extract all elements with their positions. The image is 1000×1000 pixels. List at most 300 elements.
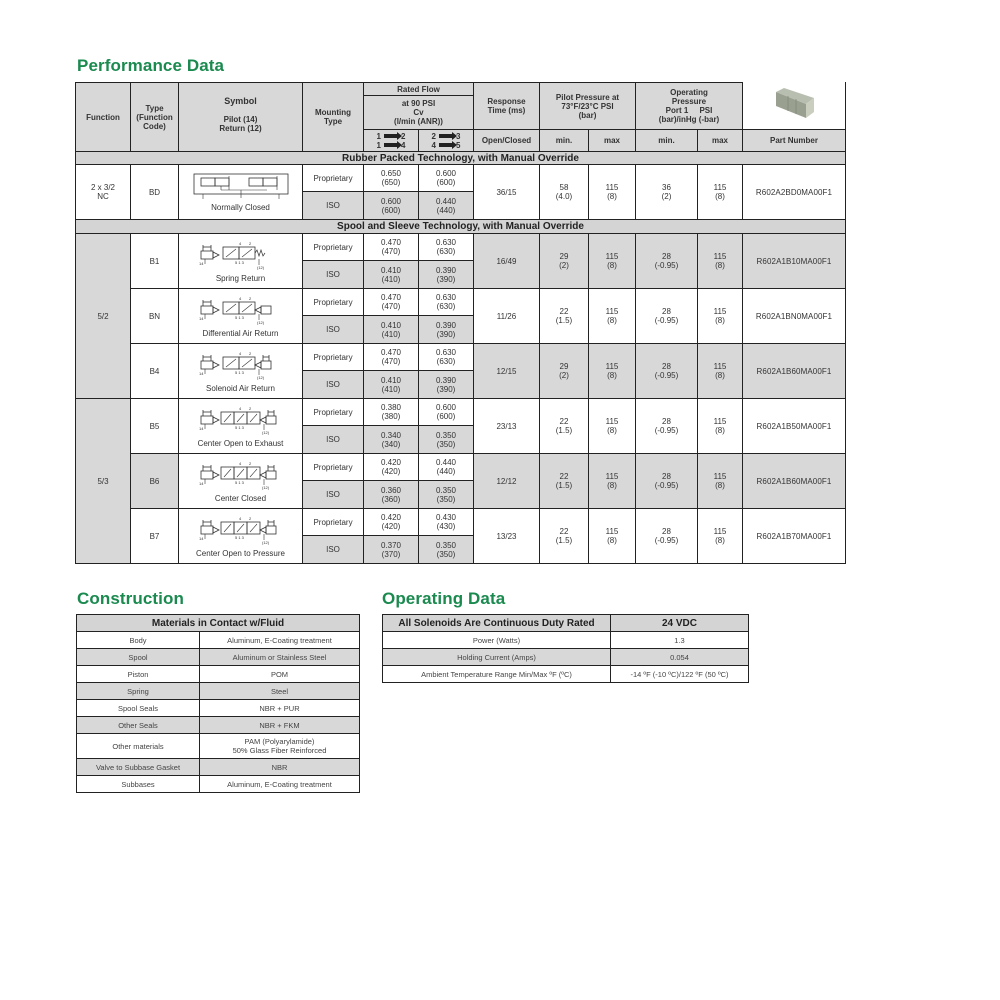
cv-value: 0.630 — [435, 238, 457, 247]
bar: (8) — [715, 426, 725, 435]
operating-title: Operating Pressure — [670, 88, 708, 106]
material-value: POM — [200, 666, 360, 683]
cv-value: 0.370 — [380, 540, 402, 550]
material-part: Body — [77, 632, 200, 649]
part-number-cell — [742, 288, 846, 344]
symbol-sub-pilot: Pilot (14) — [223, 115, 258, 124]
header-open-closed: Open/Closed — [473, 129, 540, 152]
mounting-label: ISO — [326, 490, 340, 499]
operating-label: Ambient Temperature Range Min/Max ºF (ºC) — [383, 666, 611, 683]
cv-value: 0.350 — [435, 485, 457, 495]
material-value: NBR + FKM — [200, 717, 360, 734]
psi: 28 — [662, 362, 671, 371]
svg-text:4: 4 — [238, 406, 241, 411]
lmin-value: (340) — [381, 439, 401, 449]
svg-text:14: 14 — [198, 481, 203, 486]
lmin-value: (630) — [436, 247, 456, 256]
flow-iso-a — [363, 191, 419, 220]
valve-symbol-center-open-pressure-icon — [195, 514, 287, 548]
lmin-value: (350) — [436, 549, 456, 559]
type-cell — [130, 343, 179, 399]
header-type — [130, 82, 179, 152]
lmin-value: (600) — [381, 205, 401, 215]
function-cell — [75, 164, 131, 220]
symbol-label: Solenoid Air Return — [206, 384, 275, 393]
svg-text:4: 4 — [238, 461, 241, 466]
op-max-cell — [697, 164, 743, 220]
op-max-cell — [697, 288, 743, 344]
symbol-cell — [178, 508, 303, 564]
svg-text:2: 2 — [248, 241, 251, 246]
bar: (-0.95) — [654, 481, 679, 490]
part-number-cell — [742, 398, 846, 454]
operating-data-title: Operating Data — [382, 589, 506, 608]
flow-iso-a — [363, 480, 419, 509]
response-cell — [473, 343, 540, 399]
symbol-cell — [178, 164, 303, 220]
bar: (8) — [715, 316, 725, 325]
lmin-value: (630) — [436, 357, 456, 366]
psi: 29 — [559, 252, 569, 261]
lmin-value: (360) — [381, 494, 401, 504]
material-part: Spool Seals — [77, 700, 200, 717]
op-min-cell — [635, 453, 698, 509]
psi: 115 — [605, 362, 619, 371]
mounting-label: Proprietary — [313, 352, 353, 362]
cv-value: 0.410 — [380, 265, 402, 275]
flow-iso-b — [418, 191, 474, 220]
svg-text:2: 2 — [248, 351, 251, 356]
lmin-value: (420) — [381, 467, 401, 476]
svg-text:5 1 3: 5 1 3 — [234, 425, 244, 430]
flow-iso-a — [363, 535, 419, 564]
cv-value: 0.440 — [435, 458, 457, 467]
cv-value: 0.350 — [435, 540, 457, 550]
flow-sub1: at 90 PSI — [401, 99, 436, 108]
symbol-cell — [178, 343, 303, 399]
mounting-label: Proprietary — [313, 297, 353, 307]
material-part: Subbases — [77, 776, 200, 793]
bar: (8) — [607, 371, 617, 380]
cv-value: 0.390 — [435, 375, 457, 385]
valve-symbol-differential-air-return-icon — [195, 294, 287, 328]
bar: (1.5) — [555, 426, 573, 435]
flow-iso-b — [418, 480, 474, 509]
cv-value: 0.350 — [435, 430, 457, 440]
psi: 115 — [605, 527, 619, 536]
mounting-label: ISO — [326, 545, 340, 554]
op-min-cell — [635, 288, 698, 344]
lmin-value: (600) — [436, 178, 456, 187]
symbol-label: Center Open to Pressure — [196, 549, 285, 558]
flow-4-5 — [432, 141, 461, 150]
psi: 22 — [559, 527, 569, 536]
header-function: Function — [75, 82, 131, 152]
response-cell — [473, 453, 540, 509]
psi: 115 — [713, 417, 727, 426]
mounting-label: ISO — [326, 435, 340, 444]
arrow-right-icon — [439, 143, 453, 147]
header-mounting — [302, 82, 364, 152]
symbol-label: Normally Closed — [211, 203, 270, 212]
material-line1: PAM (Polyarylamide) — [244, 737, 315, 746]
op-max-cell — [697, 398, 743, 454]
flow-prop-b — [418, 164, 474, 192]
construction-table — [76, 614, 360, 793]
operating-sub2: (bar)/inHg (-bar) — [658, 115, 720, 124]
cv-value: 0.340 — [380, 430, 402, 440]
part-number: R602A1BN0MA00F1 — [755, 311, 833, 321]
mounting-proprietary — [302, 508, 364, 536]
part-number-cell: R602A2BD0MA00F1 — [742, 164, 846, 220]
pilot-max-cell — [588, 453, 636, 509]
pilot-max-cell — [588, 343, 636, 399]
flow-sub2: Cv — [413, 108, 424, 117]
part-number-cell — [742, 233, 846, 289]
part-number: R602A1B60MA00F1 — [756, 476, 832, 486]
bar: (1.5) — [555, 316, 573, 325]
mounting-label: ISO — [326, 380, 340, 389]
valve-symbol-center-closed-icon — [195, 459, 287, 493]
part-number: R602A1B70MA00F1 — [756, 531, 832, 541]
header-operating-max: max — [697, 129, 743, 152]
cv-value: 0.630 — [435, 293, 457, 302]
flow-prop-a — [363, 164, 419, 192]
pilot-max-cell — [588, 508, 636, 564]
psi: 115 — [605, 183, 619, 192]
lmin-value: (350) — [436, 439, 456, 449]
symbol-cell — [178, 288, 303, 344]
part-number-cell — [742, 453, 846, 509]
lmin-value: (600) — [436, 412, 456, 421]
mounting-proprietary — [302, 233, 364, 261]
bar: (4.0) — [555, 192, 573, 201]
bar: (-0.95) — [654, 316, 679, 325]
psi: 115 — [713, 362, 727, 371]
svg-text:14: 14 — [198, 316, 203, 321]
psi: 115 — [713, 307, 727, 316]
psi: 115 — [605, 252, 619, 261]
lmin-value: (350) — [436, 494, 456, 504]
operating-value: 1.3 — [611, 632, 749, 649]
svg-text:2: 2 — [248, 516, 251, 521]
flow-2-3 — [432, 132, 461, 141]
bar: (8) — [715, 481, 725, 490]
type-cell — [130, 288, 179, 344]
lmin-value: (470) — [381, 247, 401, 256]
svg-text:2: 2 — [248, 406, 251, 411]
response-time: 11/26 — [496, 311, 517, 321]
header-mounting-label: Mounting Type — [315, 108, 351, 126]
type-code: B5 — [149, 421, 160, 431]
flow-sub3: (l/min (ANR)) — [394, 117, 443, 126]
mounting-label: Proprietary — [313, 407, 353, 417]
operating-header-value: 24 VDC — [611, 615, 749, 632]
lmin-value: (380) — [381, 412, 401, 421]
cv-value: 0.430 — [435, 513, 457, 522]
cv-value: 0.470 — [380, 238, 402, 247]
svg-text:5 1 3: 5 1 3 — [234, 315, 244, 320]
flow-from: 1 — [376, 140, 381, 150]
psi: 22 — [559, 472, 569, 481]
mounting-proprietary — [302, 343, 364, 371]
header-image-cell — [742, 82, 846, 130]
op-max-cell — [697, 233, 743, 289]
header-response-label: Response Time (ms) — [487, 97, 526, 115]
psi: 115 — [713, 527, 727, 536]
pilot-min-cell — [539, 343, 589, 399]
flow-to: 2 — [401, 131, 406, 141]
bar: (8) — [607, 192, 617, 201]
op-max-cell — [697, 343, 743, 399]
cv-value: 0.420 — [380, 513, 402, 522]
material-value: NBR — [200, 759, 360, 776]
lmin-value: (410) — [381, 274, 401, 284]
part-number: R602A1B50MA00F1 — [756, 421, 832, 431]
response-time: 13/23 — [496, 531, 517, 541]
psi: 115 — [713, 252, 727, 261]
material-value: Aluminum or Stainless Steel — [200, 649, 360, 666]
cv-value: 0.440 — [435, 196, 457, 206]
flow-to: 3 — [456, 131, 461, 141]
material-value: Aluminum, E-Coating treatment — [200, 776, 360, 793]
psi: 28 — [662, 472, 671, 481]
svg-text:5 1 3: 5 1 3 — [234, 535, 244, 540]
op-min-cell — [635, 164, 698, 220]
pilot-max-cell — [588, 164, 636, 220]
pilot-max-cell — [588, 288, 636, 344]
flow-to: 5 — [456, 140, 461, 150]
header-type-label: Type (Function Code) — [136, 103, 173, 131]
valve-symbol-solenoid-air-return-icon — [195, 349, 287, 383]
mounting-iso — [302, 425, 364, 454]
bar: (2) — [661, 192, 672, 201]
lmin-value: (440) — [436, 205, 456, 215]
bar: (8) — [607, 316, 617, 325]
psi: 115 — [605, 307, 619, 316]
response-time: 12/15 — [496, 366, 517, 376]
header-pilot-label: Pilot Pressure at 73°F/23°C PSI (bar) — [555, 92, 620, 120]
response-cell — [473, 288, 540, 344]
psi: 58 — [559, 183, 569, 192]
flow-from: 2 — [431, 131, 436, 141]
material-value: NBR + PUR — [200, 700, 360, 717]
response-cell: 36/15 — [473, 164, 540, 220]
flow-iso-b — [418, 315, 474, 344]
flow-prop-b — [418, 453, 474, 481]
band-rubber-packed: Rubber Packed Technology, with Manual Override — [75, 151, 846, 165]
mounting-label: ISO — [326, 325, 340, 334]
psi: 22 — [559, 417, 569, 426]
type-code: B4 — [149, 366, 160, 376]
flow-iso-a — [363, 260, 419, 289]
type-code: B1 — [149, 256, 160, 266]
psi: 28 — [662, 527, 671, 536]
type-cell: BD — [130, 164, 179, 220]
svg-text:2: 2 — [248, 296, 251, 301]
pilot-min-cell — [539, 398, 589, 454]
svg-text:4: 4 — [238, 516, 241, 521]
bar: (8) — [715, 261, 725, 270]
performance-data-title: Performance Data — [77, 56, 225, 75]
operating-value: 0.054 — [611, 649, 749, 666]
pilot-max-cell — [588, 233, 636, 289]
type-cell — [130, 398, 179, 454]
mounting-iso: ISO — [302, 191, 364, 220]
flow-prop-b — [418, 233, 474, 261]
material-part: Spring — [77, 683, 200, 700]
svg-text:4: 4 — [238, 351, 241, 356]
svg-text:(12): (12) — [261, 485, 269, 490]
lmin-value: (410) — [381, 329, 401, 339]
symbol-title: Symbol — [224, 96, 257, 106]
lmin-value: (390) — [436, 274, 456, 284]
psi: 115 — [605, 417, 619, 426]
lmin-value: (470) — [381, 357, 401, 366]
mounting-iso — [302, 480, 364, 509]
cv-value: 0.360 — [380, 485, 402, 495]
header-pilot-min: min. — [539, 129, 589, 152]
operating-sub: Port 1 PSI — [665, 106, 713, 115]
svg-text:2: 2 — [248, 461, 251, 466]
bar: (8) — [607, 481, 617, 490]
svg-text:14: 14 — [198, 261, 203, 266]
header-pilot-max: max — [588, 129, 636, 152]
psi: 115 — [605, 472, 619, 481]
cv-value: 0.420 — [380, 458, 402, 467]
material-value — [200, 734, 360, 759]
lmin-value: (390) — [436, 384, 456, 394]
material-line2: 50% Glass Fiber Reinforced — [232, 746, 327, 755]
flow-prop-a — [363, 233, 419, 261]
op-max-cell — [697, 453, 743, 509]
psi: 29 — [559, 362, 569, 371]
mounting-label: Proprietary — [313, 462, 353, 472]
psi: 28 — [662, 307, 671, 316]
arrow-right-icon — [384, 134, 398, 138]
svg-text:14: 14 — [198, 426, 203, 431]
symbol-cell — [178, 233, 303, 289]
cv-value: 0.410 — [380, 375, 402, 385]
mounting-proprietary — [302, 288, 364, 316]
flow-iso-b — [418, 370, 474, 399]
flow-prop-b — [418, 398, 474, 426]
flow-prop-a — [363, 453, 419, 481]
svg-text:5 1 3: 5 1 3 — [234, 480, 244, 485]
flow-prop-b — [418, 288, 474, 316]
material-part: Spool — [77, 649, 200, 666]
part-number: R602A1B60MA00F1 — [756, 366, 832, 376]
bar: (-0.95) — [654, 261, 679, 270]
bar: (1.5) — [555, 536, 573, 545]
operating-header-label: All Solenoids Are Continuous Duty Rated — [383, 615, 611, 632]
header-flow-1-2-4 — [363, 129, 419, 152]
flow-1-4 — [377, 141, 406, 150]
flow-prop-a — [363, 508, 419, 536]
flow-from: 1 — [376, 131, 381, 141]
op-min-cell — [635, 233, 698, 289]
psi: 36 — [662, 183, 671, 192]
flow-prop-a — [363, 288, 419, 316]
flow-iso-a — [363, 370, 419, 399]
psi: 115 — [713, 472, 727, 481]
svg-text:(12): (12) — [261, 430, 269, 435]
type-code: B7 — [149, 531, 160, 541]
type-cell — [130, 453, 179, 509]
material-part: Valve to Subbase Gasket — [77, 759, 200, 776]
pilot-min-cell — [539, 164, 589, 220]
op-min-cell — [635, 508, 698, 564]
function-label: 2 x 3/2 NC — [90, 183, 115, 201]
response-cell — [473, 398, 540, 454]
header-pilot-pressure — [539, 82, 636, 130]
operating-table — [382, 614, 749, 683]
mounting-iso — [302, 535, 364, 564]
flow-prop-b — [418, 343, 474, 371]
cv-value: 0.630 — [435, 348, 457, 357]
material-value: Steel — [200, 683, 360, 700]
mounting-proprietary — [302, 398, 364, 426]
cv-value: 0.380 — [380, 403, 402, 412]
cv-value: 0.600 — [435, 169, 457, 178]
response-cell — [473, 233, 540, 289]
lmin-value: (420) — [381, 522, 401, 531]
operating-label: Power (Watts) — [383, 632, 611, 649]
pilot-max-cell — [588, 398, 636, 454]
mounting-label: ISO — [326, 270, 340, 279]
symbol-cell — [178, 453, 303, 509]
lmin-value: (410) — [381, 384, 401, 394]
bar: (-0.95) — [654, 371, 679, 380]
symbol-cell — [178, 398, 303, 454]
header-flow-2-3-4-5 — [418, 129, 474, 152]
header-rated-flow: Rated Flow — [363, 82, 474, 96]
bar: (8) — [715, 192, 725, 201]
mounting-proprietary: Proprietary — [302, 164, 364, 192]
psi: 22 — [559, 307, 569, 316]
svg-text:5 1 3: 5 1 3 — [234, 370, 244, 375]
svg-text:(12): (12) — [256, 375, 264, 380]
mounting-proprietary — [302, 453, 364, 481]
op-max-cell — [697, 508, 743, 564]
symbol-label: Center Open to Exhaust — [197, 439, 284, 448]
mounting-iso — [302, 260, 364, 289]
svg-text:14: 14 — [198, 536, 203, 541]
lmin-value: (440) — [436, 467, 456, 476]
flow-prop-a — [363, 343, 419, 371]
response-time: 16/49 — [496, 256, 517, 266]
flow-iso-b — [418, 260, 474, 289]
header-rated-flow-sub — [363, 95, 474, 130]
cv-value: 0.470 — [380, 293, 402, 302]
flow-iso-b — [418, 425, 474, 454]
construction-header: Materials in Contact w/Fluid — [77, 615, 360, 632]
cv-value: 0.470 — [380, 348, 402, 357]
valve-symbol-center-open-exhaust-icon — [195, 404, 287, 438]
operating-label: Holding Current (Amps) — [383, 649, 611, 666]
flow-iso-a — [363, 425, 419, 454]
arrow-right-icon — [439, 134, 453, 138]
response-time: 12/12 — [496, 476, 517, 486]
response-cell — [473, 508, 540, 564]
type-cell — [130, 508, 179, 564]
part-number-cell — [742, 343, 846, 399]
bar: (8) — [607, 536, 617, 545]
flow-prop-a — [363, 398, 419, 426]
op-min-cell — [635, 398, 698, 454]
lmin-value: (390) — [436, 329, 456, 339]
cv-value: 0.390 — [435, 320, 457, 330]
